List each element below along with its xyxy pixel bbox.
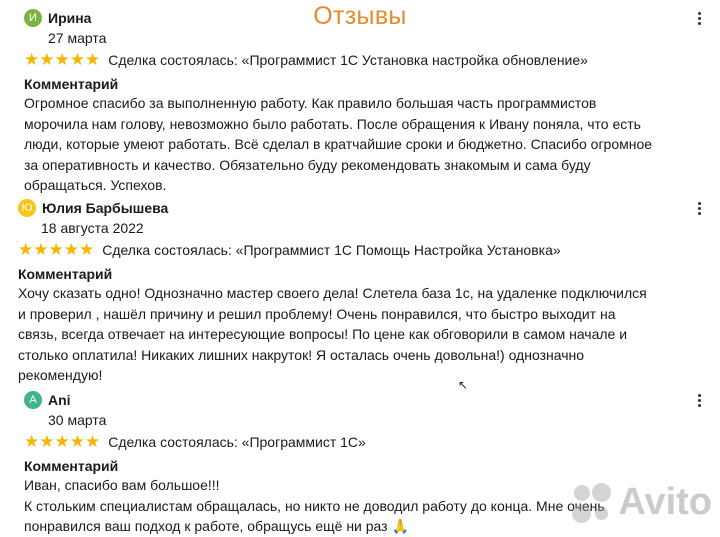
page-title: Отзывы [313,2,407,30]
comment-line: и проверил , нашёл причину и решил проблему! Очень понравился, что быстро выходит на [18,305,616,322]
avatar[interactable]: A [24,391,42,409]
avatar[interactable]: И [24,9,42,27]
comment-title: Комментарий [24,458,119,474]
comment-line: Иван, спасибо вам большое!!! [24,477,220,493]
rating-stars-icon: ★★★★★ [24,50,101,69]
deal-row [24,50,704,70]
deal-row [24,432,704,452]
comment-line: Огромное спасибо за выполненную работу. Как правило большая часть программистов [24,95,597,111]
more-menu-icon[interactable] [694,394,704,407]
comment-line: за оперативность и качество. Обязательно буду рекомендовать знакомым и сама буду [24,156,591,173]
comment-text [24,93,704,196]
deal-text: Сделка состоялась: «Программист 1С» [108,434,366,450]
avito-watermark [572,481,712,524]
comment-line: Хочу сказать одно! Однозначно мастер своего дела! Слетела база 1с, на удаленке подключился [18,285,647,301]
rating-stars-icon: ★★★★★ [24,432,101,451]
comment-title: Комментарий [24,76,119,92]
comment-line: связь, всегда отвечает на интересующие вопросы! По цене как обговорили в самом начале и [18,326,628,342]
deal-row [18,240,704,260]
author-name[interactable]: Ирина [48,10,92,26]
more-menu-icon[interactable] [694,202,704,215]
avatar[interactable]: Ю [18,199,36,217]
comment-title: Комментарий [18,266,113,282]
more-menu-icon[interactable] [694,12,704,25]
comment-line: столько оплатила! Никаких лишних накруток! Я осталась очень довольна!) однозначно [18,346,585,363]
deal-text: Сделка состоялась: «Программист 1С Помощь Настройка Установка» [102,242,561,258]
author-name[interactable]: Юлия Барбышева [42,200,169,216]
comment-line: понравился ваш подход к работе, обращусь ещё ни раз 🙏 [24,518,409,534]
review-header [18,198,704,218]
deal-text: Сделка состоялась: «Программист 1С Установка настройка обновление» [108,52,588,68]
comment-line: К стольким специалистам обращалась, но никто не доводил работу до конца. Мне очень [24,497,605,514]
watermark-text: Avito [618,481,712,523]
review-header [24,390,704,410]
review-date: 18 августа 2022 [41,220,144,236]
review-date: 27 марта [48,30,107,46]
review-card [24,8,704,196]
rating-stars-icon: ★★★★★ [18,240,95,259]
comment-line: обращаться. Успехов. [24,177,167,193]
mouse-cursor-icon: ↖ [458,378,469,392]
avito-logo-icon [572,483,612,523]
review-date: 30 марта [48,412,107,428]
author-name[interactable]: Ani [48,392,71,408]
comment-line: рекомендую! [18,367,103,383]
comment-text [18,283,704,386]
comment-line: морочила нам голову, невозможно было работать. После обращения к Ивану поняла, что есть [24,115,641,132]
review-header [24,8,704,28]
comment-line: люди, которые умеют работать. Всё сделал в кратчайшие сроки и бюджетно. Спасибо огромное [24,136,653,152]
review-card [18,198,704,386]
